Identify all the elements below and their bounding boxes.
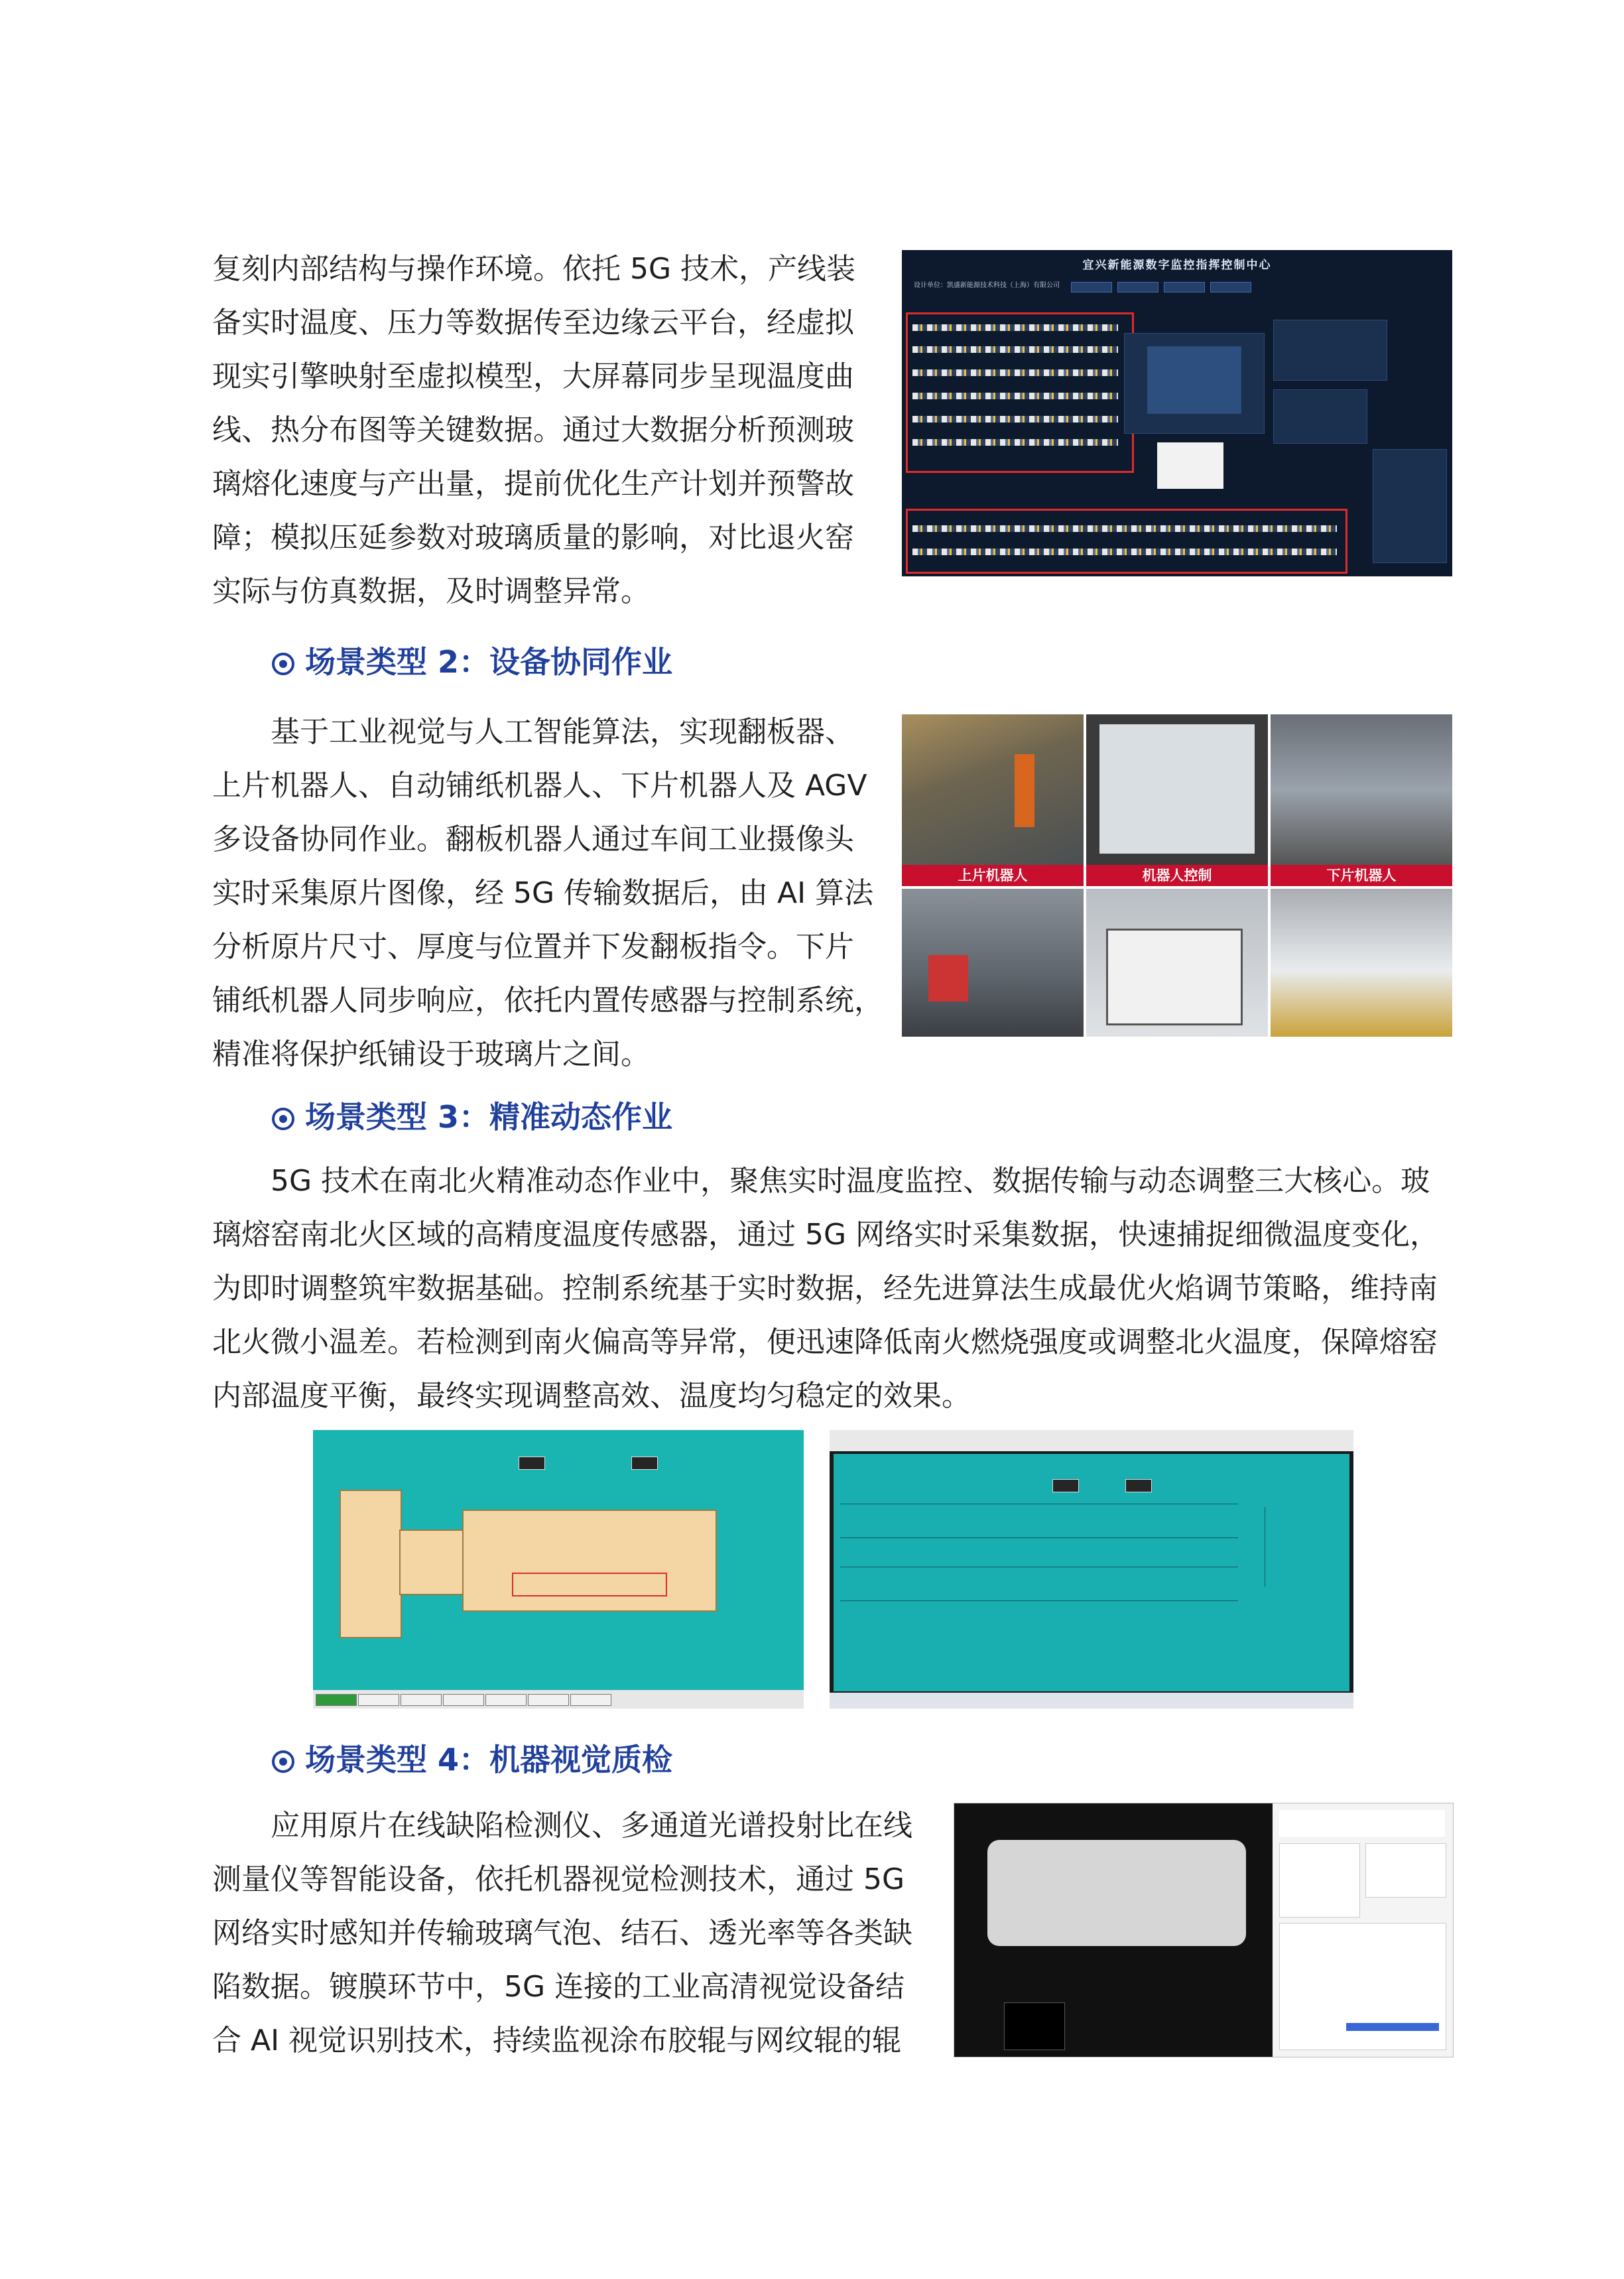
stats-panel (1373, 449, 1447, 563)
photo-paper-laying (1271, 889, 1452, 1037)
nav-button (1071, 282, 1112, 293)
line-strip (912, 393, 1118, 399)
control-center-subtitle: 设计单位：凯盛新能源技术科技（上海）有限公司 (914, 282, 1060, 289)
label-loading-robot: 上片机器人 (902, 865, 1084, 886)
robot-arm (1015, 754, 1034, 827)
taskbar (830, 1693, 1353, 1709)
paragraph-line: 测量仪等智能设备，依托机器视觉检测技术，通过 5G (212, 1862, 905, 1896)
gas-panel (1265, 1507, 1338, 1587)
timer-gauge (1052, 1479, 1079, 1492)
nav-button (1117, 282, 1158, 293)
defect-list (1279, 1923, 1446, 2050)
paragraph-line: 障；模拟压延参数对玻璃质量的影响，对比退火窑 (212, 521, 854, 554)
hmi-tab (443, 1694, 484, 1706)
paragraph-line: 为即时调整筑牢数据基础。控制系统基于实时数据，经先进算法生成最优火焰调节策略，维持南 (212, 1271, 1438, 1305)
paragraph-line: 线、热分布图等关键数据。通过大数据分析预测玻 (212, 413, 854, 447)
inspection-software-screenshot (954, 1803, 1454, 2057)
bullet-circle-icon (272, 1108, 294, 1130)
label-robot-control: 机器人控制 (1086, 865, 1268, 886)
equipment-panel (1273, 320, 1387, 381)
cabinet (1106, 929, 1243, 1025)
heading-text: 场景类型 3：精准动态作业 (305, 1099, 673, 1135)
hmi-tab (570, 1694, 611, 1706)
bullet-circle-icon (272, 653, 294, 675)
paragraph-line: 复刻内部结构与操作环境。依托 5G 技术，产线装 (212, 252, 856, 286)
agv-vehicle (928, 955, 968, 1002)
hmi-content (834, 1454, 1349, 1691)
nav-button (1164, 282, 1205, 293)
paragraph-line: 精准将保护纸铺设于玻璃片之间。 (212, 1037, 650, 1071)
line-strip (912, 369, 1118, 376)
heading-text: 场景类型 4：机器视觉质检 (305, 1742, 673, 1778)
timer-gauge (631, 1457, 658, 1470)
paragraph-line: 备实时温度、压力等数据传至边缘云平台，经虚拟 (212, 306, 854, 340)
photo-equipment-cabinet (1086, 889, 1268, 1037)
bullet-circle-icon (272, 1750, 294, 1773)
equipment-panel (1273, 389, 1367, 444)
heading-text: 场景类型 2：设备协同作业 (305, 644, 673, 680)
photo-robot-control (1086, 714, 1268, 865)
kiln-hmi-screenshot (313, 1430, 804, 1709)
nav-button (1210, 282, 1251, 293)
furnace-core (1147, 346, 1241, 414)
paragraph-line: 北火微小温差。若检测到南火偏高等异常，便迅速降低南火燃烧强度或调整北火温度，保障熔窑 (212, 1325, 1438, 1359)
paragraph-line: 分析原片尺寸、厚度与位置并下发翻板指令。下片 (212, 930, 854, 964)
selected-row (1346, 2023, 1439, 2031)
section-heading-2 (272, 642, 672, 682)
line-strip (912, 416, 1118, 423)
paragraph-section4 (212, 1799, 912, 2067)
paragraph-line: 网络实时感知并传输玻璃气泡、结石、透光率等各类缺 (212, 1916, 912, 1950)
paragraph-line: 现实引擎映射至虚拟模型，大屏幕同步呈现温度曲 (212, 359, 854, 393)
line-strip (912, 549, 1337, 555)
control-screen (1099, 724, 1255, 854)
paragraph-line: 璃熔化速度与产出量，提前优化生产计划并预警故 (212, 467, 854, 501)
timer-gauge (1125, 1479, 1152, 1492)
paragraph-line: 5G 技术在南北火精准动态作业中，聚焦实时温度监控、数据传输与动态调整三大核心。玻 (271, 1164, 1430, 1198)
defect-zoom (1004, 2002, 1065, 2050)
parameter-panel (1365, 1843, 1446, 1898)
paragraph-section2 (212, 705, 883, 1081)
photo-agv (902, 889, 1084, 1037)
paragraph-line: 多设备协同作业。翻板机器人通过车间工业摄像头 (212, 822, 854, 856)
paragraph-line: 实际与仿真数据，及时调整异常。 (212, 574, 650, 608)
glass-sheet (987, 1840, 1246, 1946)
control-center-screenshot (902, 250, 1452, 576)
photo-unloading-robot (1271, 714, 1452, 865)
photo-loading-robot (902, 714, 1084, 865)
data-table (1279, 1843, 1360, 1918)
hmi-tab (401, 1694, 442, 1706)
logo-area (1279, 1810, 1445, 1837)
paragraph-section3 (212, 1154, 1439, 1423)
burner-row (840, 1567, 1238, 1601)
paragraph-line: 铺纸机器人同步响应，依托内置传感器与控制系统， (212, 984, 883, 1017)
browser-toolbar (830, 1430, 1353, 1451)
line-strip (912, 324, 1118, 331)
hmi-tab (316, 1694, 357, 1706)
paragraph-line: 内部温度平衡，最终实现调整高效、温度均匀稳定的效果。 (212, 1379, 971, 1413)
label-unloading-robot: 下片机器人 (1271, 865, 1452, 886)
paragraph-line: 陷数据。镀膜环节中，5G 连接的工业高清视觉设备结 (212, 1970, 905, 2004)
robot-photo-grid (902, 714, 1452, 1037)
paragraph-line: 实时采集原片图像，经 5G 传输数据后，由 AI 算法 (212, 876, 874, 910)
kiln-shape (340, 1490, 402, 1638)
fire-status-box (512, 1573, 667, 1596)
section-heading-4 (272, 1740, 672, 1780)
browser-hmi-screenshot (830, 1430, 1353, 1709)
paragraph-section1 (212, 242, 855, 618)
paragraph-line: 上片机器人、自动铺纸机器人、下片机器人及 AGV (212, 769, 867, 803)
timer-gauge (519, 1457, 545, 1470)
control-center-title: 宜兴新能源数字监控指挥控制中心 (1082, 259, 1272, 272)
line-strip (912, 439, 1118, 446)
line-strip (912, 525, 1337, 532)
popup-card (1157, 442, 1223, 489)
camera-view (954, 1803, 1273, 2057)
paragraph-line: 基于工业视觉与人工智能算法，实现翻板器、 (271, 715, 854, 749)
kiln-shape (399, 1530, 465, 1595)
line-strip (912, 346, 1118, 353)
hmi-tab (358, 1694, 399, 1706)
paragraph-line: 璃熔窑南北火区域的高精度温度传感器，通过 5G 网络实时采集数据，快速捕捉细微温度变化， (212, 1218, 1440, 1252)
section-heading-3 (272, 1097, 672, 1137)
paragraph-line: 应用原片在线缺陷检测仪、多通道光谱投射比在线 (271, 1809, 912, 1843)
hmi-tab (485, 1694, 527, 1706)
paragraph-line: 合 AI 视觉识别技术，持续监视涂布胶辊与网纹辊的辊 (212, 2024, 902, 2057)
highlight-box (906, 509, 1347, 574)
burner-row (840, 1504, 1238, 1538)
hmi-tab (528, 1694, 569, 1706)
